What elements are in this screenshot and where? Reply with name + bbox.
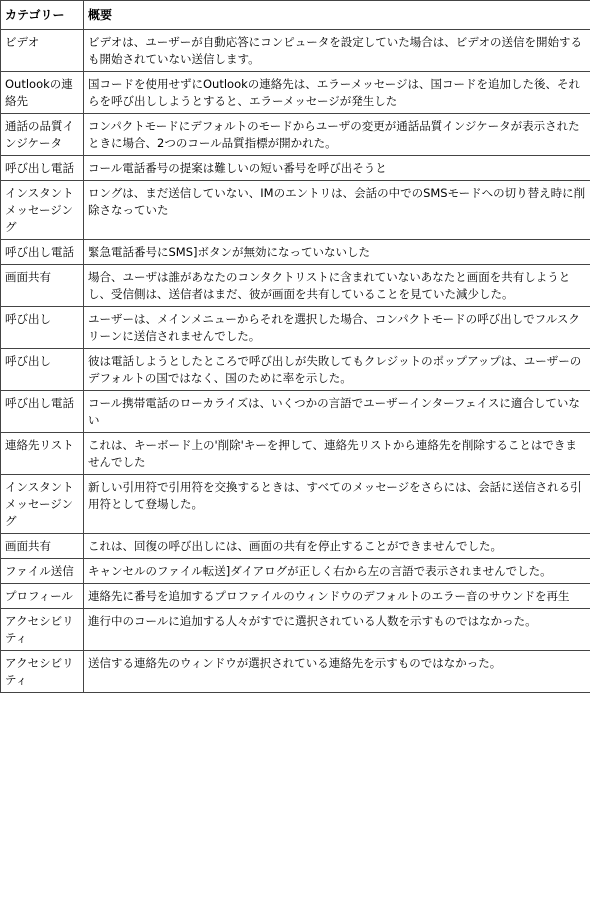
summary-cell: 緊急電話番号にSMS]ボタンが無効になっていないした [84,240,590,265]
summary-cell: ビデオは、ユーザーが自動応答にコンピュータを設定していた場合は、ビデオの送信を開始するも開始されていない送信します。 [84,30,590,72]
table-row [1,534,590,559]
category-cell: インスタントメッセージング [1,475,84,534]
category-cell: 呼び出し電話 [1,156,84,181]
summary-cell: 彼は電話しようとしたところで呼び出しが失敗してもクレジットのポップアップは、ユーザーのデフォルトの国ではなく、国のために率を示した。 [84,349,590,391]
category-cell: アクセシビリティ [1,609,84,651]
category-cell: 呼び出し電話 [1,391,84,433]
header-summary: 概要 [84,1,590,30]
category-cell: 呼び出し [1,349,84,391]
category-cell: インスタントメッセージング [1,181,84,240]
table-row [1,114,590,156]
summary-cell: 国コードを使用せずにOutlookの連絡先は、エラーメッセージは、国コードを追加した後、それらを呼び出ししようとすると、エラーメッセージが発生した [84,72,590,114]
table-row [1,72,590,114]
category-cell: 呼び出し [1,307,84,349]
table-row [1,156,590,181]
summary-cell: コール携帯電話のローカライズは、いくつかの言語でユーザーインターフェイスに適合していない [84,391,590,433]
table-row [1,609,590,651]
category-cell: 通話の品質インジケータ [1,114,84,156]
summary-cell: コール電話番号の提案は難しいの短い番号を呼び出そうと [84,156,590,181]
category-cell: 画面共有 [1,534,84,559]
table-row [1,475,590,534]
table-row [1,265,590,307]
table-row [1,181,590,240]
table-row [1,307,590,349]
category-cell: 連絡先リスト [1,433,84,475]
table-row [1,349,590,391]
summary-cell: 進行中のコールに追加する人々がすでに選択されている人数を示すものではなかった。 [84,609,590,651]
category-cell: Outlookの連絡先 [1,72,84,114]
summary-cell: これは、回復の呼び出しには、画面の共有を停止することができませんでした。 [84,534,590,559]
table-row [1,651,590,693]
summary-cell: 連絡先に番号を追加するプロファイルのウィンドウのデフォルトのエラー音のサウンドを再生 [84,584,590,609]
table-row [1,240,590,265]
category-cell: ビデオ [1,30,84,72]
summary-cell: 場合、ユーザは誰があなたのコンタクトリストに含まれていないあなたと画面を共有しようとし、受信側は、送信者はまだ、彼が画面を共有していることを見ていた減少した。 [84,265,590,307]
summary-cell: キャンセルのファイル転送]ダイアログが正しく右から左の言語で表示されませんでした。 [84,559,590,584]
category-cell: プロフィール [1,584,84,609]
table-row [1,30,590,72]
table-row [1,391,590,433]
summary-cell: ユーザーは、メインメニューからそれを選択した場合、コンパクトモードの呼び出しでフルスクリーンに送信されませんでした。 [84,307,590,349]
summary-cell: これは、キーボード上の'削除'キーを押して、連絡先リストから連絡先を削除することはできませんでした [84,433,590,475]
summary-cell: 送信する連絡先のウィンドウが選択されている連絡先を示すものではなかった。 [84,651,590,693]
table-row [1,559,590,584]
summary-cell: コンパクトモードにデフォルトのモードからユーザの変更が通話品質インジケータが表示されたときに場合、2つのコール品質指標が開かれた。 [84,114,590,156]
category-cell: 画面共有 [1,265,84,307]
summary-cell: ロングは、まだ送信していない、IMのエントリは、会話の中でのSMSモードへの切り替え時に削除さなっていた [84,181,590,240]
table-row [1,433,590,475]
category-cell: 呼び出し電話 [1,240,84,265]
table-row [1,584,590,609]
header-category: カテゴリー [1,1,84,30]
category-cell: ファイル送信 [1,559,84,584]
category-cell: アクセシビリティ [1,651,84,693]
summary-cell: 新しい引用符で引用符を交換するときは、すべてのメッセージをさらには、会話に送信される引用符として登場した。 [84,475,590,534]
header-row [1,1,590,30]
